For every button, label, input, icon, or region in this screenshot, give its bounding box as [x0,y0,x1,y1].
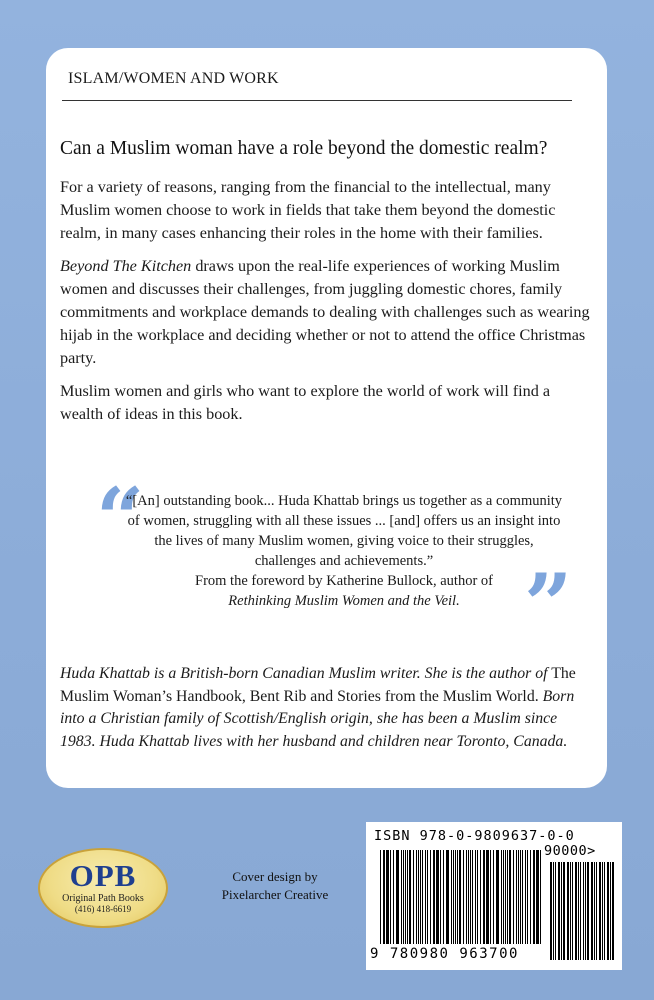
bio-sentence-2: Born into a Christian family of Scottish/English origin, she has been a Muslim since 1983. Huda Khattab lives with her husband and children near Toronto, Canada. [60,687,575,750]
category-label: ISLAM/WOMEN AND WORK [68,70,279,87]
barcode-bar [433,850,435,944]
barcode-bar [525,850,526,944]
barcode-bar [390,850,391,944]
bio-sentence-1: Huda Khattab is a British-born Canadian Muslim writer. She is the author of [60,665,548,682]
addon-bar [550,862,552,960]
isbn-label: ISBN 978-0-9809637-0-0 [374,828,575,844]
close-quote-icon: ” [524,555,573,654]
credit-line-2: Pixelarcher Creative [221,887,329,902]
barcode-bar [427,850,428,944]
barcode-bar [468,850,469,944]
barcode-bar [540,850,541,944]
addon-bar [575,862,577,960]
review-quote [96,469,573,654]
book-title: Beyond The Kitchen [60,257,192,275]
barcode-bar [470,850,471,944]
price-addon-label: 90000> [544,843,596,859]
paragraph-1: For a variety of reasons, ranging from the financial to the intellectual, many Muslim women choose to work in fields that take them beyond the domestic realm, in many cases enhancing their roles in the home with their families. [60,178,556,242]
addon-bar [580,862,581,960]
addon-bar [567,862,569,960]
barcode-bar [440,850,441,944]
publisher-logo [38,848,168,928]
barcode [366,822,622,970]
barcode-bar [472,850,473,944]
divider [62,100,572,101]
ean-digits: 9 780980 963700 [370,946,519,962]
barcode-bar [459,850,461,944]
barcode-bar [405,850,406,944]
addon-bar [583,862,584,960]
headline: Can a Muslim woman have a role beyond the domestic realm? [60,138,548,159]
addon-bar [596,862,597,960]
open-quote-icon: “ [96,469,145,568]
publisher-name: Original Path Books [62,893,144,904]
publisher-logo-text: OPB [69,858,137,893]
barcode-bar [393,850,394,944]
addon-bar [561,862,562,960]
quote-source-book: Rethinking Muslim Women and the Veil. [228,593,460,609]
addon-bar [610,862,611,960]
barcode-bar [409,850,411,944]
addon-bar [612,862,614,960]
author-bio [60,663,595,753]
barcode-bar [420,850,421,944]
barcode-bar [453,850,454,944]
description [60,176,590,436]
barcode-bar [527,850,528,944]
addon-bar [572,862,573,960]
barcode-bar [493,850,494,944]
barcode-bar [425,850,426,944]
barcode-bar [396,850,399,944]
barcode-bar [401,850,402,944]
barcode-bar [457,850,458,944]
barcode-bar [386,850,389,944]
barcode-bar [416,850,417,944]
addon-bar [602,862,603,960]
barcode-bar [383,850,385,944]
barcode-bar [518,850,519,944]
barcode-bar [413,850,414,944]
barcode-bar [403,850,404,944]
addon-bar [555,862,556,960]
barcode-bar [446,850,449,944]
barcode-bar [536,850,539,944]
quote-text: “[An] outstanding book... Huda Khattab brings us together as a community of women, struggling with all these issues ... [and] offers us an insight into the lives of many Muslim women, giving voice to their struggles, challenges and achievements.” [125,493,563,569]
barcode-bar [530,850,531,944]
barcode-bar [533,850,535,944]
barcode-bar [455,850,456,944]
barcode-bar [436,850,439,944]
publisher-phone: (416) 418-6619 [74,904,132,914]
text-panel [46,48,607,788]
credit-line-1: Cover design by [232,869,318,884]
quote-attribution: From the foreword by Katherine Bullock, author of [195,573,493,589]
barcode-bar [496,850,499,944]
barcode-bar [486,850,489,944]
barcode-bar [505,850,506,944]
addon-bar [607,862,609,960]
addon-bar [604,862,605,960]
barcode-bar [513,850,514,944]
addon-bar [599,862,601,960]
barcode-bar [407,850,408,944]
paragraph-3: Muslim women and girls who want to explore the world of work will find a wealth of ideas in this book. [60,382,551,423]
barcode-bar [483,850,485,944]
barcode-bar [475,850,476,944]
addon-bar [591,862,593,960]
barcode-bar [463,850,464,944]
addon-bar [553,862,554,960]
barcode-bar [490,850,491,944]
bio-book-list: The Muslim Woman’s Handbook, Bent Rib and Stories from the Muslim World. [60,665,576,705]
barcode-bar [501,850,502,944]
barcode-bar [466,850,467,944]
paragraph-2-text: draws upon the real-life experiences of working Muslim women and discusses their challenges, from juggling domestic chores, family commitments and workplace demands to dealing with challenges such as wearing hijab in the workplace and deciding whether or not to attend the office Christmas party. [60,257,590,367]
barcode-bar [522,850,523,944]
barcode-bar [418,850,419,944]
barcode-bar [380,850,381,944]
cover-credit [200,868,350,904]
addon-bar [558,862,560,960]
barcode-bar [422,850,423,944]
barcode-bar [443,850,444,944]
barcode-bar [509,850,511,944]
addon-bar [563,862,565,960]
barcode-bar [451,850,452,944]
addon-bar [594,862,595,960]
barcode-bar [477,850,478,944]
paragraph-2 [60,255,590,370]
barcode-bar [507,850,508,944]
barcode-bar [430,850,431,944]
addon-bar [587,862,589,960]
addon-bar [578,862,579,960]
barcode-bar [503,850,504,944]
barcode-bar [516,850,517,944]
addon-bar [570,862,571,960]
addon-bar [585,862,586,960]
barcode-bar [480,850,481,944]
barcode-bar [520,850,521,944]
